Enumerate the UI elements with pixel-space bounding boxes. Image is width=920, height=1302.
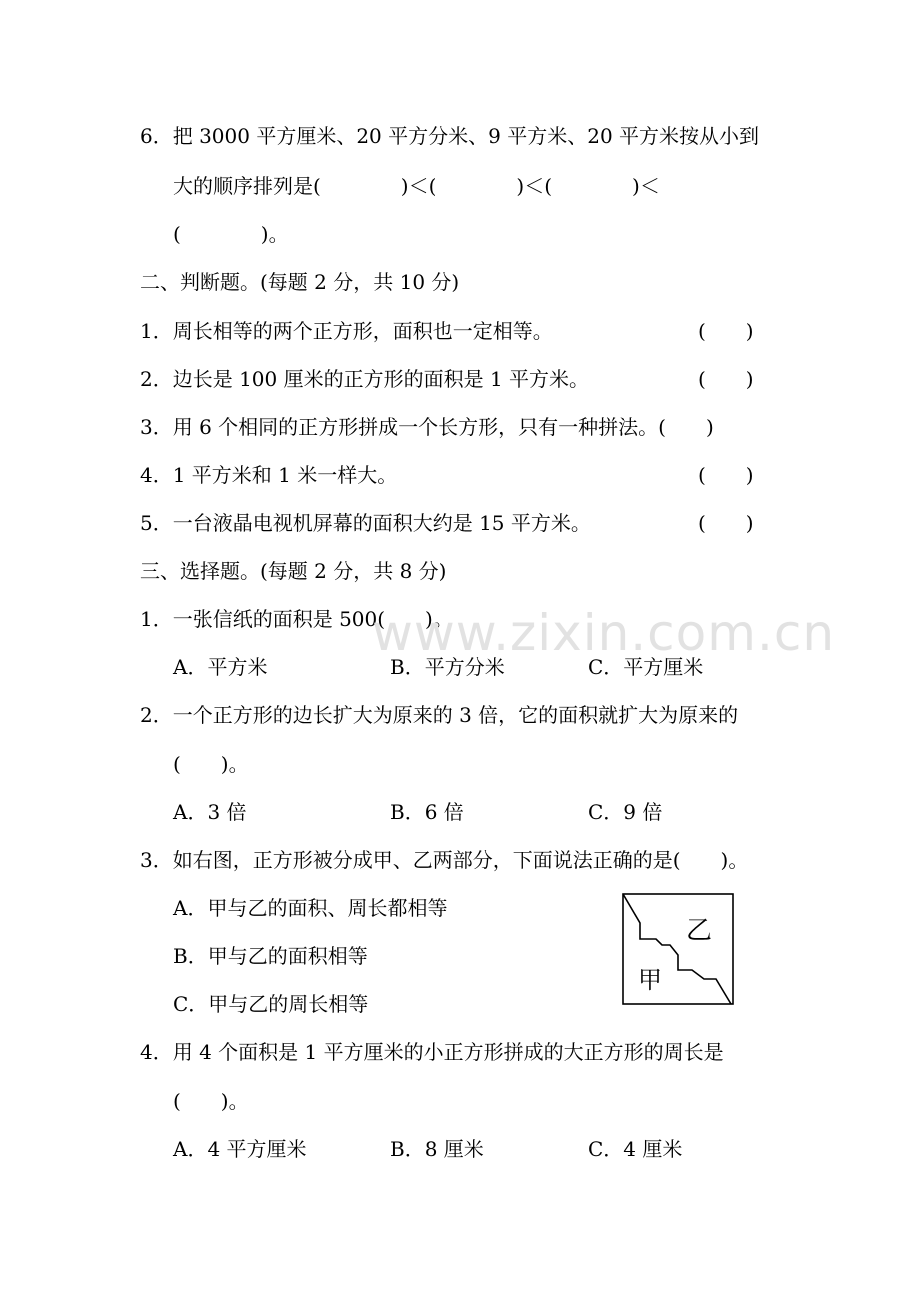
text-line: 3．如右图，正方形被分成甲、乙两部分，下面说法正确的是( )。 [140,848,749,872]
text-line: B．平方分米 [390,655,505,679]
text-line: B．甲与乙的面积相等 [173,944,368,968]
text-line: C．甲与乙的周长相等 [173,992,369,1016]
text-line: ( )。 [173,752,249,776]
text-line: 6．把 3000 平方厘米、20 平方分米、9 平方米、20 平方米按从小到 [140,124,760,148]
text-line: 4．用 4 个面积是 1 平方厘米的小正方形拼成的大正方形的周长是 [140,1040,724,1064]
text-line: 4．1 平方米和 1 米一样大。 [140,463,398,487]
text-line: ( ) [698,463,754,487]
text-line: ( )。 [173,222,289,246]
text-line: B．8 厘米 [390,1137,484,1161]
label-yi: 乙 [686,916,713,946]
text-line: C．平方厘米 [588,655,704,679]
text-line: A．3 倍 [173,800,247,824]
text-line: 3．用 6 个相同的正方形拼成一个长方形，只有一种拼法。( ) [140,415,714,439]
text-line: 1．周长相等的两个正方形，面积也一定相等。 [140,319,553,343]
text-line: ( ) [698,511,754,535]
square-division-figure [622,893,734,1005]
watermark: www.zixin.com.cn [372,604,836,662]
text-line: 1．一张信纸的面积是 500( )。 [140,607,453,631]
text-line: A．甲与乙的面积、周长都相等 [173,896,448,920]
text-line: ( )。 [173,1089,249,1113]
text-line: B．6 倍 [390,800,464,824]
label-jia: 甲 [638,966,662,994]
text-line: A．平方米 [173,655,268,679]
text-line: A．4 平方厘米 [173,1137,307,1161]
text-line: 2．边长是 100 厘米的正方形的面积是 1 平方米。 [140,367,590,391]
text-line: 大的顺序排列是( )＜( )＜( )＜ [173,174,660,198]
text-line: ( ) [698,367,754,391]
text-line: C．4 厘米 [588,1137,683,1161]
text-line: 三、选择题。(每题 2 分，共 8 分) [140,559,447,583]
text-line: C．9 倍 [588,800,663,824]
text-line: 5．一台液晶电视机屏幕的面积大约是 15 平方米。 [140,511,591,535]
text-line: ( ) [698,319,754,343]
text-line: 2．一个正方形的边长扩大为原来的 3 倍，它的面积就扩大为原来的 [140,703,739,727]
text-line: 二、判断题。(每题 2 分，共 10 分) [140,270,460,294]
